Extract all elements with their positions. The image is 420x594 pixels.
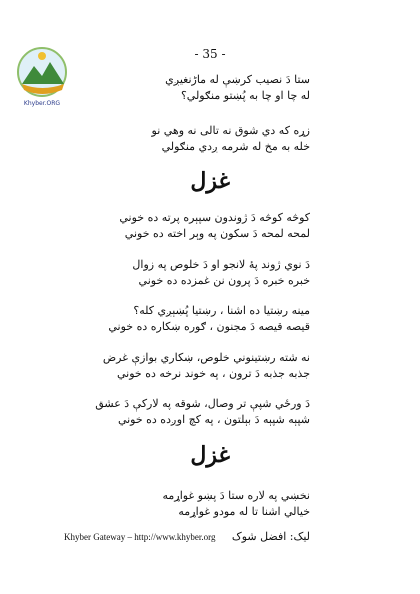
- stanza: [80, 72, 310, 104]
- stanza: [80, 488, 310, 520]
- khyber-logo: [14, 44, 70, 104]
- poem-line: ستا دَ نصيب کرښې له ماڑنغيږي: [165, 73, 310, 86]
- poem-line: خبره خبره دَ پرون نن غمزده ده خوني: [138, 274, 310, 287]
- poem-line: لمحه لمحه دَ سکون په وېر اخته ده خوني: [124, 227, 310, 240]
- stanza: [80, 396, 310, 428]
- poem-line: قيصه قيصه دَ مجنون ، ګوره ښکاره ده خوني: [108, 320, 310, 333]
- stanza: [80, 350, 310, 382]
- stanza: [80, 123, 310, 155]
- stanza: [80, 257, 310, 289]
- poem-line: زړه که دي شوق نه تالی نه وهي نو: [151, 124, 310, 137]
- footer-author: ليک: افضل شوک: [231, 530, 310, 543]
- poem-line: له چا او چا به پُښتو منګولي؟: [180, 89, 310, 102]
- poem-line: مينه رښتيا ده اشنا ، رښتيا پُښېږي کله؟: [133, 304, 310, 317]
- logo-caption: Khyber.ORG: [23, 100, 61, 107]
- footer-source: Khyber Gateway – http://www.khyber.org: [64, 532, 216, 542]
- poem-heading: غزل: [190, 168, 230, 194]
- poem-line: دَ ورځي شپې تر وصال، شوقه په لارکې دَ عشق: [95, 397, 310, 410]
- poem-line: دَ نوي ژوند پهٔ لانجو او دَ خلوص په زوال: [132, 258, 310, 271]
- poem-line: خيالي اشنا تا له مودو غواړمه: [178, 505, 310, 518]
- poem-line: کوڅه کوڅه دَ ژوندون سپېره پرته ده خوني: [119, 211, 310, 224]
- poem-heading: غزل: [190, 442, 230, 468]
- sun-icon: [38, 52, 46, 60]
- poem-line: شپېه شپېه دَ بېلتون ، په کچ اوږده ده خوني: [117, 413, 310, 426]
- stanza: [80, 303, 310, 335]
- poem-line: جذبه جذبه دَ ترون ، په خوند نرخه ده خوني: [117, 367, 310, 380]
- stanza: [80, 210, 310, 242]
- page-number: - 35 -: [194, 47, 226, 61]
- poem-line: نخښي په لاره ستا دَ پښو غواړمه: [162, 489, 310, 502]
- poem-line: نه شته رښتينوني خلوص، ښکاري بوازې غرض: [102, 351, 310, 364]
- poem-line: خله به مخ له شرمه ږدي منګولي: [161, 140, 310, 153]
